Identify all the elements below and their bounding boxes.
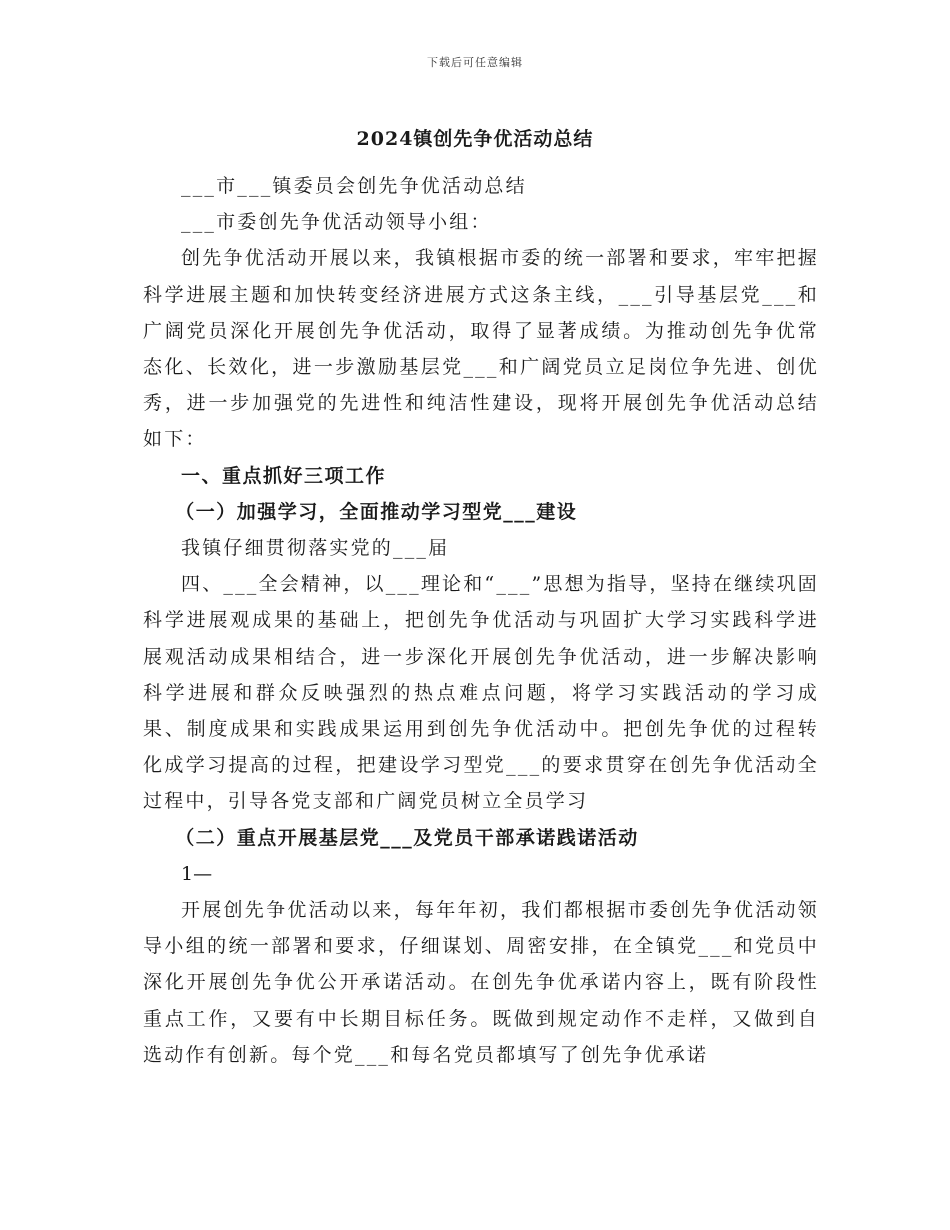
paragraph-commitment: 开展创先争优活动以来，每年年初，我们都根据市委创先争优活动领导小组的统一部署和要求，仔细谋划、周密安排，在全镇党___和党员中深化开展创先争优公开承诺活动。在创先争优承诺内容上，既有阶段性重点工作，又要有中长期目标任务。既做到规定动作不走样，又做到自选动作有创新。每个党___和每名党员都填写了创先争优承诺 xyxy=(143,899,819,1066)
subsection-heading-2: （二）重点开展基层党___及党员干部承诺践诺活动 xyxy=(175,826,639,849)
subsection-heading-1: （一）加强学习，全面推动学习型党___建设 xyxy=(175,500,578,523)
paragraph-study-1: 我镇仔细贯彻落实党的___届 xyxy=(181,537,450,560)
document-title: 2024镇创先争优活动总结 xyxy=(356,128,594,150)
paragraph-org-title: ___市___镇委员会创先争优活动总结 xyxy=(181,175,527,197)
document-body xyxy=(143,168,819,1073)
section-heading-1: 一、重点抓好三项工作 xyxy=(181,464,387,487)
page-number: 1— xyxy=(181,862,213,885)
paragraph-intro: 创先争优活动开展以来，我镇根据市委的统一部署和要求，牢牢把握科学进展主题和加快转变经济进展方式这条主线，___引导基层党___和广阔党员深化开展创先争优活动，取得了显著成绩。为推动创先争优常态化、长效化，进一步激励基层党___和广阔党员立足岗位争先进、创优秀，进一步加强党的先进性和纯洁性建设，现将开展创先争优活动总结如下： xyxy=(143,247,819,451)
paragraph-study-2: 四、___全会精神，以___理论和“___”思想为指导，坚持在继续巩固科学进展观成果的基础上，把创先争优活动与巩固扩大学习实践科学进展观活动成果相结合，进一步深化开展创先争优活动，进一步解决影响科学进展和群众反映强烈的热点难点问题，将学习实践活动的学习成果、制度成果和实践成果运用到创先争优活动中。把创先争优的过程转化成学习提高的过程，把建设学习型党___的要求贯穿在创先争优活动全过程中，引导各党支部和广阔党员树立全员学习 xyxy=(143,573,819,813)
header-note: 下载后可任意编辑 xyxy=(427,56,523,69)
paragraph-salutation: ___市委创先争优活动领导小组： xyxy=(181,211,492,234)
